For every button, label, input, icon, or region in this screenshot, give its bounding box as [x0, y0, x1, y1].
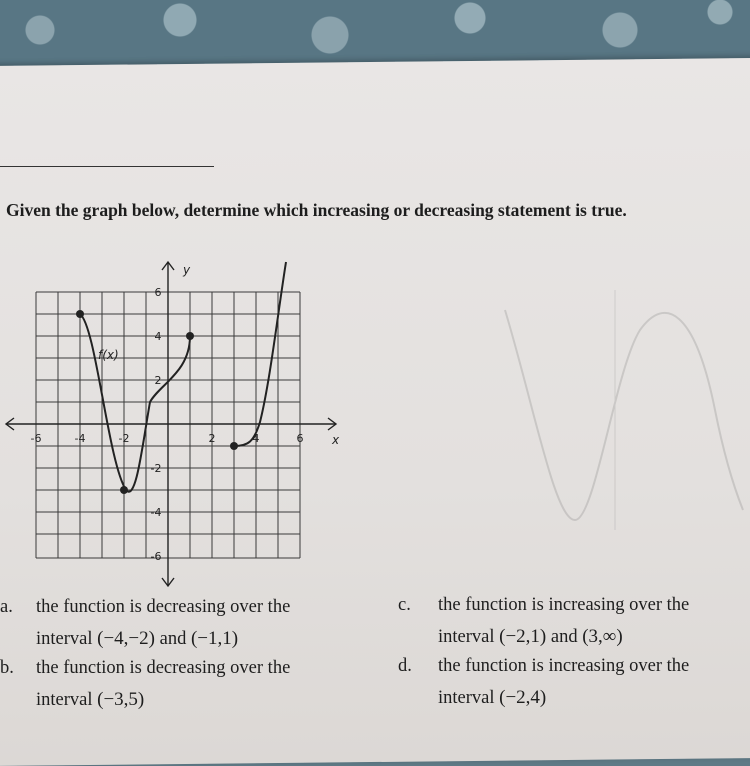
interval-value: (3,∞): [582, 626, 623, 647]
function-curve: [80, 314, 190, 492]
choice-letter: c.: [398, 595, 411, 615]
choice-text: the function is increasing over the: [438, 656, 690, 676]
x-tick-label: -2: [118, 432, 130, 445]
function-label: f(x): [98, 348, 119, 362]
choice-c[interactable]: [398, 590, 748, 654]
interval-word: interval: [438, 688, 495, 708]
interval-word: interval: [36, 690, 93, 710]
y-tick-label: 6: [154, 286, 162, 299]
y-axis-label: y: [183, 263, 191, 277]
closed-endpoint: [76, 310, 84, 318]
choice-text: the function is decreasing over the: [36, 658, 291, 678]
minimum-point: [230, 442, 238, 450]
choice-letter: a.: [0, 597, 13, 617]
joiner-word: and: [550, 627, 578, 647]
interval-value: (−2,4): [499, 687, 547, 708]
y-tick-label: -4: [150, 506, 162, 519]
choice-letter: d.: [398, 656, 412, 676]
y-tick-label: -2: [150, 462, 162, 475]
y-tick-label: 2: [154, 374, 162, 387]
choice-b[interactable]: [0, 653, 360, 717]
minimum-point: [120, 486, 128, 494]
interval-value: (−3,5): [97, 689, 145, 710]
interval-word: interval: [36, 629, 93, 649]
function-graph: [0, 252, 350, 592]
x-tick-label: -4: [74, 432, 86, 445]
x-tick-label: 2: [208, 432, 216, 445]
x-axis-label: x: [332, 433, 340, 447]
y-tick-label: -6: [150, 550, 162, 563]
choice-letter: b.: [0, 658, 14, 678]
y-tick-label: 4: [154, 330, 162, 343]
choice-text: the function is increasing over the: [438, 595, 690, 615]
graph-svg: [0, 252, 350, 592]
x-tick-label: -6: [30, 432, 42, 445]
bleed-through-sine-graph: [495, 290, 745, 530]
name-blank-line: [0, 166, 214, 167]
choice-text: the function is decreasing over the: [36, 597, 291, 617]
x-tick-label: 6: [296, 432, 304, 445]
closed-endpoint: [186, 332, 194, 340]
axes: [6, 262, 336, 586]
joiner-word: and: [159, 629, 187, 649]
x-tick-label: 4: [252, 432, 260, 445]
interval-word: interval: [438, 627, 495, 647]
choice-a[interactable]: [0, 592, 360, 656]
choice-d[interactable]: [398, 651, 748, 715]
interval-value: (−4,−2): [97, 628, 155, 649]
question-text: Given the graph below, determine which increasing or decreasing statement is true.: [6, 200, 627, 220]
interval-value: (−1,1): [190, 628, 239, 649]
interval-value: (−2,1): [499, 626, 547, 647]
